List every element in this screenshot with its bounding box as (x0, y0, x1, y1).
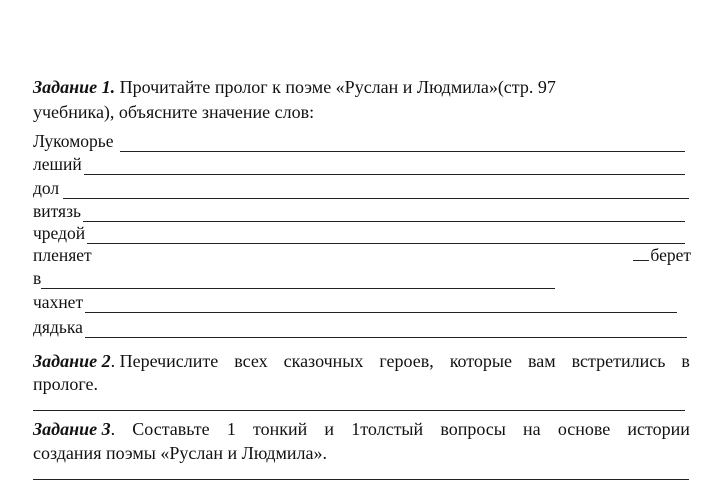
answer-blank[interactable] (83, 205, 685, 222)
task2-word: в (681, 351, 690, 371)
word-label: леший (33, 154, 82, 174)
beret-word: берет (650, 245, 691, 265)
task2-word: сказочных (283, 351, 364, 371)
task3-word: основе (557, 419, 611, 439)
task2-line1 (33, 350, 690, 372)
task1-text-line2: учебника), объясните значение слов: (33, 102, 315, 122)
task3-word: Составьте (132, 419, 210, 439)
task3-text-line2: создания поэмы «Руслан и Людмила». (33, 443, 328, 463)
beret-group (633, 244, 691, 266)
word-label: чахнет (33, 292, 84, 312)
task3-word: и (324, 419, 335, 439)
word-label: витязь (33, 201, 81, 221)
answer-blank[interactable] (120, 135, 685, 152)
task1-line1 (33, 76, 556, 98)
word-label: пленяет (33, 245, 92, 265)
answer-blank[interactable] (63, 182, 689, 199)
task2-word: всех (234, 351, 268, 371)
word-row-chredoy (33, 222, 685, 244)
task3-word: 1толстый (351, 419, 424, 439)
task3-word: тонкий (252, 419, 308, 439)
word-row-vityaz (33, 200, 685, 222)
task3-label: Задание 3 (33, 419, 111, 439)
word-row-chakhnet (33, 291, 677, 313)
task3-word: на (523, 419, 541, 439)
word-label: Лукоморье (33, 131, 114, 151)
word-label: дол (33, 178, 60, 198)
task3-line1 (33, 418, 690, 440)
word-label: чредой (33, 223, 86, 243)
task2-word: которые (449, 351, 513, 371)
task2-word: встретились (571, 351, 666, 371)
task2-lead (33, 350, 218, 372)
answer-blank[interactable] (85, 296, 677, 313)
word-row-dol (33, 177, 689, 199)
task2-text-line2: прологе. (33, 374, 99, 394)
task3-word: . (110, 419, 116, 439)
word-row-leshiy (33, 153, 685, 175)
word-row-plenyaet (33, 244, 691, 266)
task1-label: Задание 1. (33, 77, 116, 97)
task3-word: 1 (226, 419, 236, 439)
answer-blank[interactable] (41, 272, 555, 289)
task3-lead (33, 418, 115, 440)
task1-text-line1: Прочитайте пролог к поэме «Руслан и Людмила»(стр. 97 (115, 77, 556, 97)
answer-blank[interactable] (87, 227, 685, 244)
word-label: в (33, 268, 42, 288)
answer-blank[interactable] (84, 158, 685, 175)
task2-word: вам (528, 351, 556, 371)
word-row-lukomorye (33, 130, 685, 152)
task2-word: героев, (379, 351, 434, 371)
word-row-v (33, 267, 555, 289)
task3-answer-line[interactable] (33, 479, 689, 480)
task3-word: вопросы (440, 419, 506, 439)
answer-blank[interactable] (85, 321, 687, 338)
task3-word: истории (627, 419, 690, 439)
task2-word: . Перечислите (110, 351, 219, 371)
answer-blank[interactable] (633, 260, 649, 261)
word-label: дядька (33, 317, 83, 337)
task2-answer-line[interactable] (33, 410, 685, 411)
task2-label: Задание 2 (33, 351, 111, 371)
word-row-dyadka (33, 316, 687, 338)
